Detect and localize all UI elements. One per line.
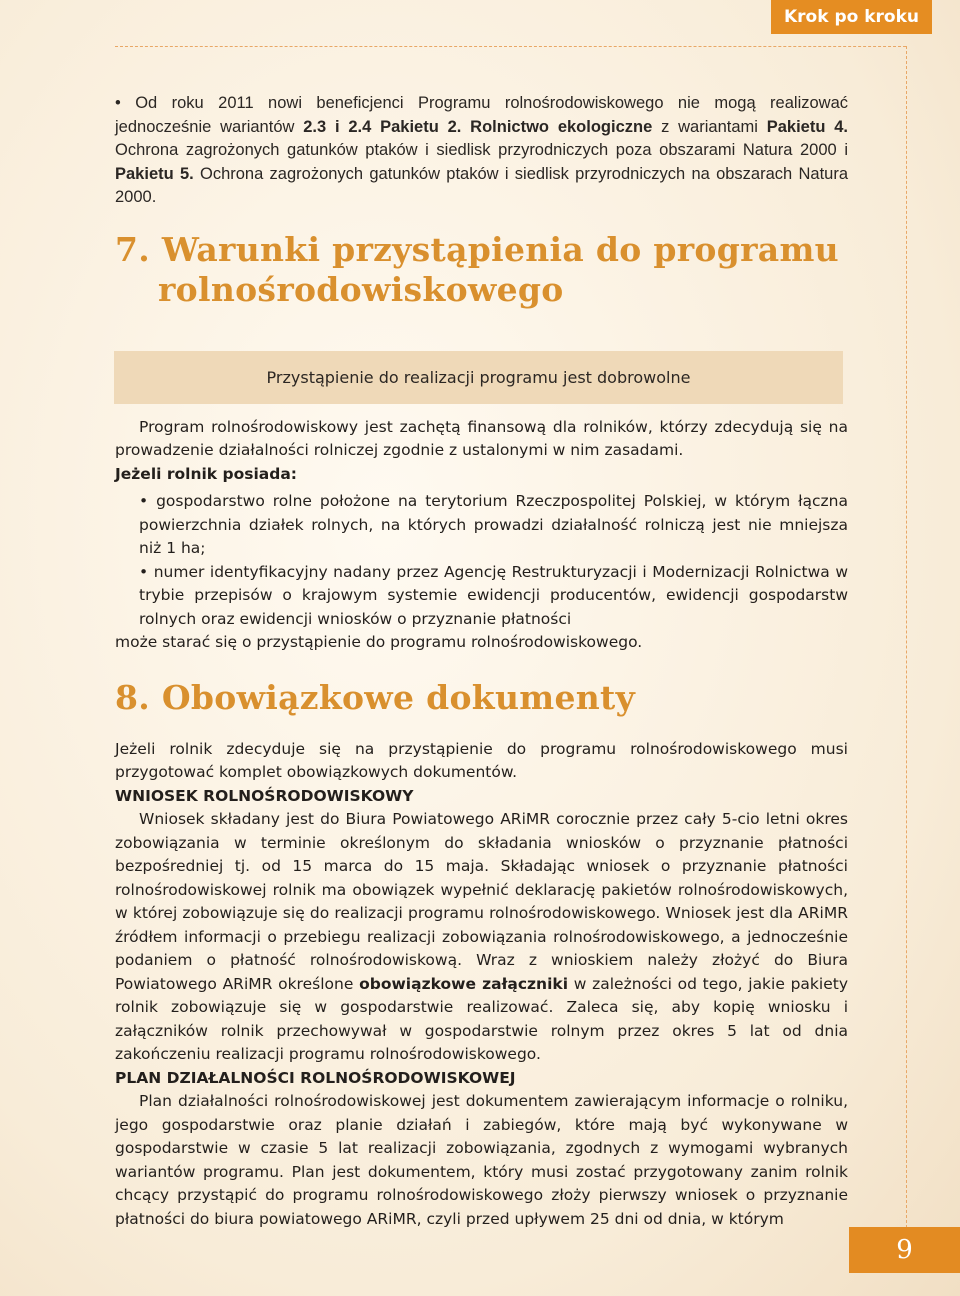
section-7-paragraph: Program rolnośrodowiskowy jest zachętą finansową dla rolników, którzy zdecydują się na prowadzenie działalności rolniczej zgodnie z ustalonymi w nim zasadami. (115, 417, 848, 459)
condition-closing: może starać się o przystąpienie do programu rolnośrodowiskowego. (115, 633, 643, 651)
section-8-heading: 8. Obowiązkowe dokumenty (115, 677, 636, 717)
voluntary-banner: Przystąpienie do realizacji programu jest dobrowolne (114, 351, 843, 404)
page-number: 9 (849, 1227, 960, 1273)
intro-paragraph: • Od roku 2011 nowi beneficjenci Programu rolnośrodowiskowego nie mogą realizować jednocześnie wariantów 2.3 i 2.4 Pakietu 2. Rolnictwo ekologiczne z wariantami Pakietu 4. Ochrona zagrożonych gatunków ptaków i siedlisk przyrodniczych poza obszarami Natura 2000 i Pakietu 5. Ochrona zagrożonych gatunków ptaków i siedlisk przyrodniczych na obszarach Natura 2000. (115, 94, 848, 206)
dashed-border-right (906, 46, 907, 1228)
condition-bullet-1: • gospodarstwo rolne położone na terytorium Rzeczpospolitej Polskiej, w którym łączna powierzchnia działek rolnych, na których prowadzi działalność rolniczą jest nie mniejsza niż 1 ha; (139, 492, 848, 557)
wniosek-heading: WNIOSEK ROLNOŚRODOWISKOWY (115, 786, 414, 805)
page-content (115, 92, 848, 1231)
section-7-heading: 7. Warunki przystąpienia do programu rolnośrodowiskowego (115, 229, 839, 309)
section-8-intro: Jeżeli rolnik zdecyduje się na przystąpienie do programu rolnośrodowiskowego musi przygotować komplet obowiązkowych dokumentów. (115, 739, 848, 781)
dashed-border-top (115, 46, 906, 47)
section-tab: Krok po kroku (771, 0, 932, 34)
wniosek-paragraph: Wniosek składany jest do Biura Powiatowego ARiMR corocznie przez cały 5-cio letni okres zobowiązania w terminie określonym do składania wniosków o przyznanie płatności bezpośredniej tj. od 15 marca do 15 maja. Składając wniosek o przyznanie płatności rolnośrodowiskowej rolnik ma obowiązek wypełnić deklarację pakietów rolnośrodowiskowych, w której zobowiązuje się do realizacji programu rolnośrodowiskowego. Wniosek jest dla ARiMR źródłem informacji o przebiegu realizacji zobowiązania rolnośrodowiskowego, a jednocześnie podaniem o płatność rolnośrodowiskową. Wraz z wnioskiem należy złożyć do Biura Powiatowego ARiMR określone obowiązkowe załączniki w zależności od tego, jakie pakiety rolnik zobowiązuje się w gospodarstwie realizować. Zaleca się, aby kopię wniosku i załączników rolnik przechowywał w gospodarstwie rolnym przez okres 5 lat od dnia zakończeniu realizacji programu rolnośrodowiskowego. (115, 810, 848, 1063)
condition-bullet-2: • numer identyfikacyjny nadany przez Agencję Restrukturyzacji i Modernizacji Rolnictwa w trybie przepisów o krajowym systemie ewidencji producentów, ewidencji gospodarstw rolnych oraz ewidencji wniosków o przyznanie płatności (139, 562, 848, 628)
plan-paragraph: Plan działalności rolnośrodowiskowej jest dokumentem zawierającym informacje o rolniku, jego gospodarstwie oraz planie działań i zabiegów, które mają być wykonywane w gospodarstwie w czasie 5 lat realizacji zobowiązania, zgodnych z wymogami wybranych wariantów programu. Plan jest dokumentem, który musi zostać przygotowany zanim rolnik chcący przystąpić do programu rolnośrodowiskowego złoży pierwszy wniosek o przyznanie płatności do biura powiatowego ARiMR, czyli przed upływem 25 dni od dnia, w którym (115, 1092, 848, 1228)
condition-heading: Jeżeli rolnik posiada: (115, 464, 297, 483)
plan-heading: PLAN DZIAŁALNOŚCI ROLNOŚRODOWISKOWEJ (115, 1068, 516, 1087)
